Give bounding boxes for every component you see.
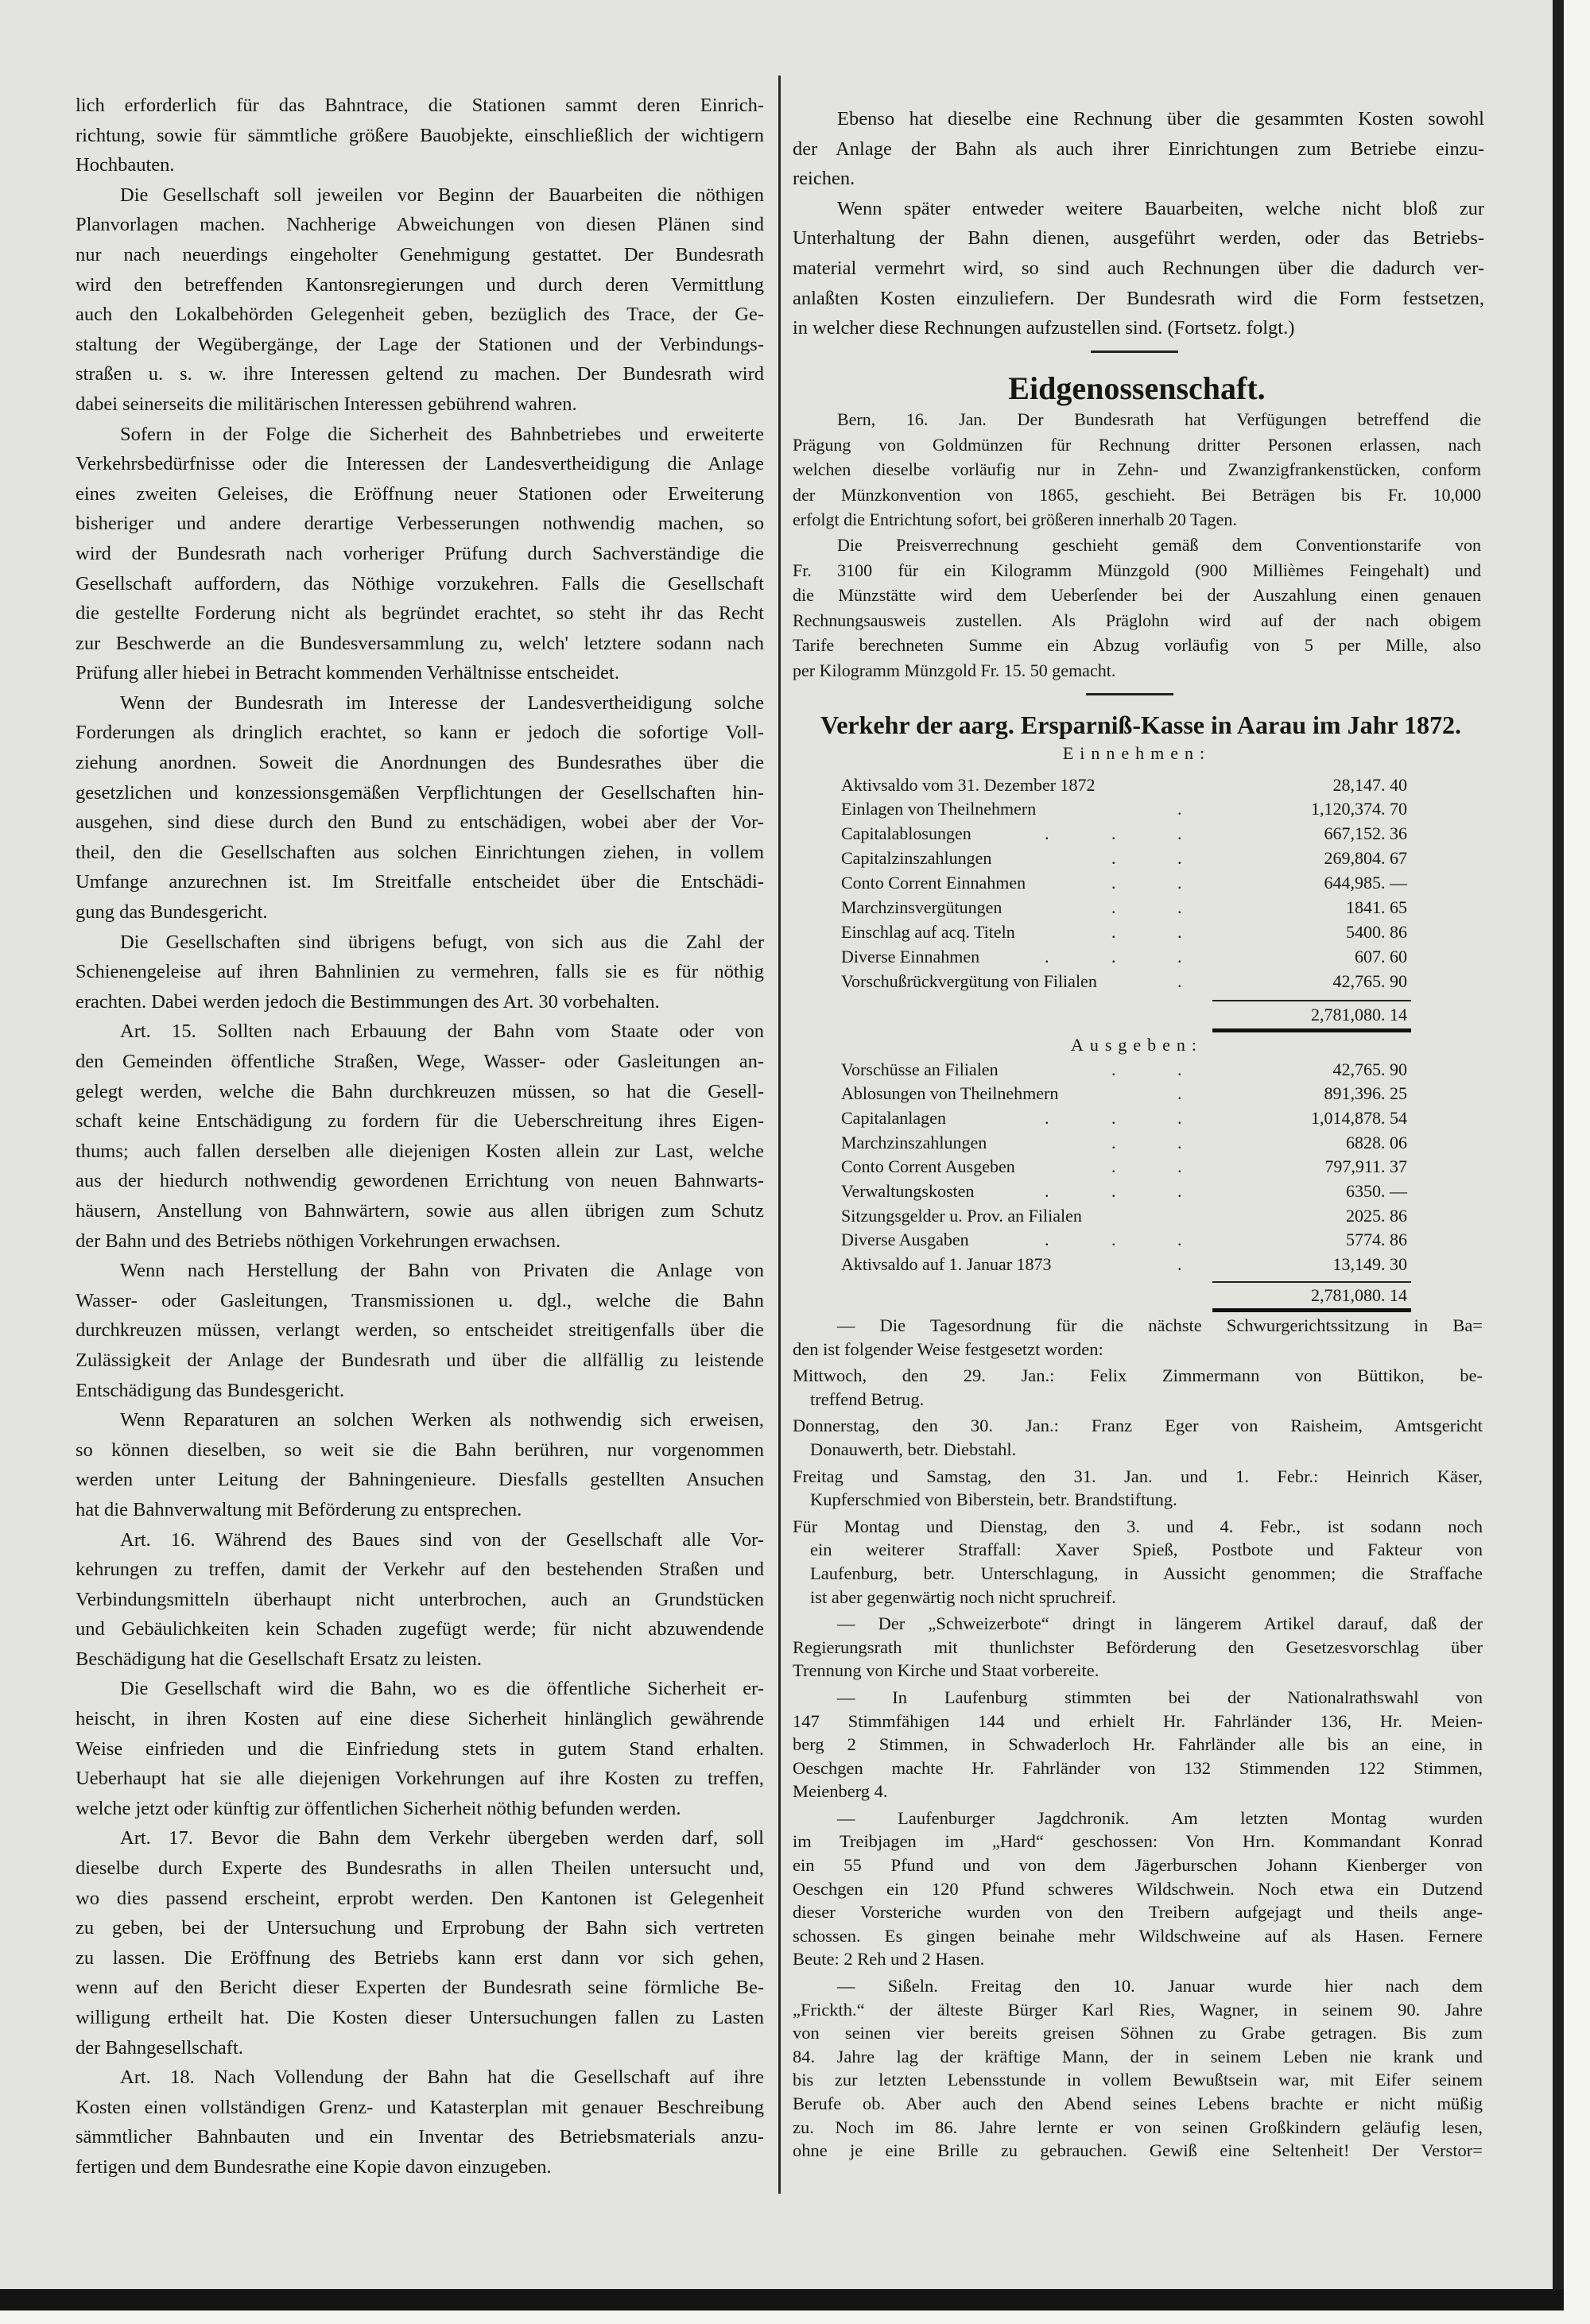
- row-amount: 5400. 86: [1346, 922, 1407, 942]
- column-divider: [778, 76, 781, 2194]
- text-line: lich erforderlich für das Bahntrace, die Stationen sammt deren Einrich-: [76, 95, 764, 116]
- text-line: die gestellte Forderung nicht als begründet erachtet, so steht ihr das Recht: [76, 602, 764, 625]
- leader-dot: .: [1111, 922, 1116, 942]
- row-amount: 42,765. 90: [1332, 971, 1407, 991]
- leader-dot: .: [1111, 947, 1116, 966]
- text-line: Art. 15. Sollten nach Erbauung der Bahn vom Staate oder von: [120, 1021, 764, 1043]
- text-line: Donnerstag, den 30. Jan.: Franz Eger von Raisheim, Amtsgericht: [793, 1416, 1483, 1436]
- row-label: Conto Corrent Einnahmen: [841, 873, 1026, 893]
- row-amount: 891,396. 25: [1324, 1083, 1407, 1103]
- paragraph: [793, 1364, 1483, 1411]
- text-line: Tarife berechneten Summe ein Abzug vorläufig von 5 per Mille, also: [793, 635, 1481, 656]
- text-line: heischt, in ihren Kosten auf eine diese Sicherheit hinlänglich gewährende: [76, 1708, 764, 1730]
- row-amount: 667,152. 36: [1324, 823, 1407, 843]
- text-line: Oeschgen machte Hr. Fahrländer von 132 Stimmenden 122 Stimmen,: [793, 1757, 1483, 1778]
- row-amount: 2025. 86: [1346, 1206, 1407, 1226]
- text-line: zu. Noch im 86. Jahre lernte er von seinen Großkindern geläufig lesen,: [793, 2117, 1483, 2137]
- text-line: Die Preisverrechnung geschieht gemäß dem Conventionstarife von: [837, 534, 1481, 555]
- table-row: [841, 1081, 1407, 1106]
- leader-dot: .: [1111, 1181, 1116, 1201]
- text-line: Unterhaltung der Bahn dienen, ausgeführt werden, oder das Betriebs-: [793, 227, 1484, 250]
- text-line: welchen dieselbe vorläufig nur in Zehn- und Zwanzigfrankenstücken, conform: [793, 459, 1481, 480]
- text-line: Prägung von Goldmünzen für Rechnung dritter Personen erlassen, nach: [793, 434, 1481, 455]
- table-row: [841, 1154, 1407, 1179]
- leader-dot: .: [1045, 823, 1049, 843]
- table-total: 2,781,080. 14: [1311, 1285, 1407, 1305]
- leader-dot: .: [1177, 947, 1182, 966]
- text-line: der Bahngesellschaft.: [76, 2036, 243, 2059]
- text-line: ziehung anordnen. Soweit die Anordnungen des Bundesrathes über die: [76, 752, 764, 774]
- text-line: Ebenso hat dieselbe eine Rechnung über die gesammten Kosten sowohl: [837, 108, 1484, 130]
- paragraph: [793, 1465, 1483, 1512]
- text-line: Bern, 16. Jan. Der Bundesrath hat Verfügungen betreffend die: [837, 409, 1481, 429]
- text-line: gelegt werden, welche die Bahn durchkreuzen müssen, so hat die Gesell-: [76, 1080, 764, 1102]
- text-line: Umfange anzurechnen ist. Im Streitfalle entscheidet über die Entschädi-: [76, 871, 764, 893]
- paragraph: [793, 1515, 1483, 1609]
- leader-dot: .: [1111, 897, 1116, 917]
- row-label: Capitalablosungen: [841, 823, 971, 843]
- leader-dot: .: [1045, 1181, 1049, 1201]
- text-line: sämmtlicher Bahnbauten und ein Inventar des Betriebsmaterials anzu-: [76, 2126, 764, 2148]
- text-line: von seinen vier bereits greisen Söhnen zu Grabe getragen. Bis zum: [793, 2023, 1483, 2043]
- leader-dot: .: [1111, 1059, 1116, 1079]
- leader-dot: .: [1177, 1254, 1182, 1274]
- text-line: Kupferschmied von Biberstein, betr. Brandstiftung.: [810, 1489, 1177, 1510]
- text-line: staltung der Wegübergänge, der Lage der Stationen und der Verbindungs-: [76, 333, 764, 355]
- text-line: Wenn der Bundesrath im Interesse der Landesvertheidigung solche: [120, 691, 764, 714]
- table-row: [841, 773, 1407, 797]
- text-line: Wasser- oder Gasleitungen, Transmissionen u. dgl., welche die Bahn: [76, 1289, 764, 1311]
- text-line: häusern, Anstellung von Bahnwärtern, sowie aus allen übrigen zum Schutz: [76, 1199, 764, 1222]
- text-line: der Anlage der Bahn als auch ihrer Einrichtungen zum Betriebe einzu-: [793, 138, 1484, 160]
- row-amount: 1,120,374. 70: [1311, 799, 1407, 819]
- text-line: welche jetzt oder künftig zur öffentlichen Sicherheit nöthig befunden werden.: [76, 1797, 681, 1819]
- paragraph: [76, 420, 764, 688]
- text-line: Ueberhaupt hat sie alle diejenigen Vorkehrungen auf ihre Kosten zu treffen,: [76, 1768, 764, 1790]
- text-line: berg 2 Stimmen, in Schwaderloch Hr. Fahrländer alle bis an eine, in: [793, 1734, 1483, 1755]
- paragraph: [76, 688, 764, 928]
- text-line: aus der hiedurch nothwendig gewordenen Errichtung von neuen Bahnwarts-: [76, 1170, 764, 1192]
- sum-rule: [1212, 1281, 1411, 1283]
- text-line: — Der „Schweizerbote“ dringt in längerem Artikel darauf, daß der: [837, 1613, 1483, 1634]
- text-line: Verkehrsbedürfnisse oder die Interessen der Landesvertheidigung die Anlage: [76, 453, 764, 475]
- text-line: schaft keine Entschädigung zu fordern für die Ueberschreitung ihres Eigen-: [76, 1110, 764, 1133]
- row-amount: 644,985. —: [1324, 873, 1407, 893]
- row-amount: 6350. —: [1346, 1181, 1407, 1201]
- text-line: ohne je eine Brille zu gebrauchen. Gewiß eine Seltenheit! Der Verstor=: [793, 2140, 1483, 2161]
- row-label: Vorschüsse an Filialen: [841, 1059, 999, 1079]
- leader-dot: .: [1045, 1230, 1049, 1249]
- text-line: ein 55 Pfund und von dem Jägerburschen Johann Kienberger von: [793, 1855, 1483, 1876]
- text-line: Freitag und Samstag, den 31. Jan. und 1. Febr.: Heinrich Käser,: [793, 1466, 1483, 1486]
- table-row: [841, 1227, 1407, 1252]
- text-line: ein weiterer Straffall: Xaver Spieß, Postbote und Fakteur von: [810, 1540, 1483, 1560]
- leader-dot: .: [1177, 1230, 1182, 1249]
- paragraph: [793, 1314, 1483, 1361]
- row-label: Diverse Ausgaben: [841, 1230, 969, 1249]
- table-row: [841, 1106, 1407, 1130]
- leader-dot: .: [1111, 823, 1116, 843]
- paragraph: [793, 194, 1484, 343]
- paragraph: [76, 1405, 764, 1524]
- table-row: [841, 1179, 1407, 1203]
- text-line: ist aber gegenwärtig noch nicht spruchreif.: [810, 1586, 1116, 1607]
- text-line: nur nach neuerdings eingeholter Genehmigung gestattet. Der Bundesrath: [76, 243, 764, 265]
- paragraph: [793, 1414, 1483, 1461]
- text-line: Gesellschaft auffordern, das Nöthige vorzukehren. Falls die Gesellschaft: [76, 572, 764, 595]
- paragraph: [76, 1674, 764, 1823]
- right-column-continuation: [793, 104, 1484, 343]
- text-line: Weise einfrieden und die Einfriedung stets in gutem Stand erhalten.: [76, 1737, 764, 1760]
- text-line: Wenn nach Herstellung der Bahn von Privaten die Anlage von: [120, 1260, 764, 1282]
- text-line: straßen u. s. w. ihre Interessen geltend zu machen. Der Bundesrath wird: [76, 363, 764, 385]
- row-label: Verwaltungskosten: [841, 1181, 975, 1201]
- table-row: [841, 895, 1407, 920]
- text-line: erfolgt die Entrichtung sofort, bei größeren innerhalb 20 Tagen.: [793, 509, 1237, 530]
- text-line: richtung, sowie für sämmtliche größere Bauobjekte, einschließlich der wichtigern: [76, 124, 764, 146]
- paragraph: [793, 533, 1481, 684]
- leader-dot: .: [1177, 897, 1182, 917]
- table-row: [841, 1057, 1407, 1082]
- row-amount: 42,765. 90: [1332, 1059, 1407, 1079]
- text-line: Meienberg 4.: [793, 1781, 888, 1802]
- text-line: Berufe ob. Aber auch den Abend seines Lebens brachte er nicht müßig: [793, 2094, 1483, 2113]
- row-amount: 1,014,878. 54: [1311, 1108, 1407, 1128]
- table-row: [841, 821, 1407, 846]
- text-line: Beute: 2 Reh und 2 Hasen.: [793, 1949, 985, 1970]
- leader-dot: .: [1177, 1108, 1182, 1128]
- paragraph: [76, 1017, 764, 1256]
- section-heading: Eidgenossenschaft.: [1008, 370, 1266, 406]
- row-amount: 1841. 65: [1346, 897, 1407, 917]
- row-label: Capitalzinszahlungen: [841, 848, 992, 868]
- table-row: [841, 1203, 1407, 1228]
- news-items: [793, 1314, 1483, 2166]
- row-label: Marchzinszahlungen: [841, 1133, 987, 1152]
- row-amount: 607. 60: [1355, 947, 1407, 966]
- text-line: den Gemeinden öffentliche Straßen, Wege, Wasser- oder Gasleitungen an-: [76, 1051, 764, 1072]
- row-label: Ablosungen von Theilnehmern: [841, 1083, 1059, 1103]
- text-line: Laufenburg, betr. Unterschlagung, in Aussicht genommen; die Straffache: [810, 1563, 1483, 1583]
- text-line: Für Montag und Dienstag, den 3. und 4. Febr., ist sodann noch: [793, 1516, 1483, 1536]
- paragraph: [76, 1823, 764, 2063]
- leader-dot: .: [1111, 1156, 1116, 1176]
- text-line: durchkreuzen müssen, verlangt werden, so entscheidet streitigenfalls über die: [76, 1319, 764, 1342]
- text-line: zu geben, bei der Untersuchung und Erprobung der Bahn sich vertreten: [76, 1917, 764, 1939]
- text-line: anlaßten Kosten einzuliefern. Der Bundesrath wird die Form festsetzen,: [793, 287, 1484, 309]
- paragraph: [76, 180, 764, 420]
- row-label: Diverse Einnahmen: [841, 947, 980, 966]
- paragraph: [76, 1256, 764, 1405]
- table-row: [841, 1130, 1407, 1155]
- text-line: 147 Stimmfähigen 144 und erhielt Hr. Fahrländer 136, Hr. Meien-: [793, 1710, 1483, 1731]
- leader-dot: .: [1111, 1108, 1116, 1128]
- text-line: Schienengeleise auf ihren Bahnlinien zu vermehren, falls sie es für nöthig: [76, 961, 764, 983]
- bern-article: [793, 407, 1481, 684]
- text-line: „Frickth.“ der älteste Bürger Karl Ries, Wagner, in seinem 90. Jahre: [793, 1999, 1483, 2020]
- row-label: Marchzinsvergütungen: [841, 897, 1002, 917]
- text-line: zur Beschwerde an die Bundesversammlung zu, welch' letztere sodann nach: [76, 632, 764, 654]
- text-line: bis zur letzten Lebensstunde in vollem Bewußtsein war, mit Eifer seinem: [793, 2070, 1483, 2090]
- paragraph: [793, 1807, 1483, 1971]
- text-line: Hochbauten.: [76, 154, 175, 176]
- leader-dot: .: [1177, 1083, 1182, 1103]
- leader-dot: .: [1111, 848, 1116, 868]
- text-line: werden unter Leitung der Bahningenieure. Diesfalls gestellten Ansuchen: [76, 1469, 764, 1491]
- leader-dot: .: [1111, 1133, 1116, 1152]
- row-amount: 6828. 06: [1346, 1133, 1407, 1152]
- text-line: dieser Vorsteriche wurden von den Treibern aufgejagt und theils ange-: [793, 1902, 1483, 1923]
- table-row: [841, 796, 1407, 821]
- row-label: Capitalanlagen: [841, 1108, 946, 1128]
- row-label: Aktivsaldo auf 1. Januar 1873: [841, 1254, 1052, 1274]
- leader-dot: .: [1177, 799, 1182, 819]
- text-line: Rechnungsausweis zustellen. Als Präglohn wird auf der nach obigem: [793, 610, 1481, 630]
- row-label: Conto Corrent Ausgeben: [841, 1156, 1015, 1176]
- table-row: [841, 846, 1407, 870]
- row-amount: 269,804. 67: [1324, 848, 1407, 868]
- text-line: der Bahn und des Betriebs nöthigen Vorkehrungen erwachsen.: [76, 1230, 561, 1252]
- leader-dot: .: [1045, 947, 1049, 966]
- leader-dot: .: [1177, 1059, 1182, 1079]
- leader-dot: .: [1111, 873, 1116, 893]
- section-rule: [1086, 693, 1173, 695]
- text-line: Art. 17. Bevor die Bahn dem Verkehr übergeben werden darf, soll: [120, 1827, 764, 1850]
- left-column: [76, 91, 764, 2183]
- paragraph: [793, 407, 1481, 533]
- row-amount: 797,911. 37: [1324, 1156, 1407, 1176]
- total-rule: [1212, 1308, 1411, 1312]
- text-line: 84. Jahre lag der kräftige Mann, der in seinem Leben nie krank und: [793, 2046, 1483, 2066]
- text-line: wo dies passend erscheint, erprobt werden. Den Kantonen ist Gelegenheit: [76, 1887, 764, 1909]
- text-line: Die Gesellschaft soll jeweilen vor Beginn der Bauarbeiten die nöthigen: [120, 184, 764, 206]
- text-line: — Sißeln. Freitag den 10. Januar wurde hier nach dem: [837, 1976, 1483, 1997]
- text-line: dabei seinerseits die militärischen Interessen gebührend wahren.: [76, 393, 577, 415]
- text-line: Wenn später entweder weitere Bauarbeiten, welche nicht bloß zur: [837, 197, 1484, 219]
- text-line: Regierungsrath mit thunlichster Beförderung den Gesetzesvorschlag über: [793, 1636, 1483, 1657]
- leader-dot: .: [1111, 1230, 1116, 1249]
- text-line: Die Gesellschaften sind übrigens befugt, von sich aus die Zahl der: [120, 931, 764, 953]
- sum-rule: [1212, 1000, 1411, 1001]
- text-line: zu lassen. Die Eröffnung des Betriebs kann erst dann vor sich gehen,: [76, 1946, 764, 1969]
- text-line: willigung ertheilt hat. Die Kosten dieser Untersuchungen fallen zu Lasten: [76, 2007, 764, 2028]
- text-line: im Treibjagen im „Hard“ geschossen: Von Hrn. Kommandant Konrad: [793, 1831, 1483, 1852]
- paragraph: [793, 104, 1484, 194]
- row-label: Vorschußrückvergütung von Filialen: [841, 971, 1097, 991]
- table-section-label: Ausgeben:: [1070, 1035, 1204, 1055]
- leader-dot: .: [1045, 1108, 1049, 1128]
- table-row: [841, 870, 1407, 895]
- account-title: Verkehr der aarg. Ersparniß-Kasse in Aarau im Jahr 1872.: [820, 711, 1461, 739]
- text-line: Art. 18. Nach Vollendung der Bahn hat die Gesellschaft auf ihre: [120, 2066, 764, 2089]
- text-line: eines zweiten Geleises, die Eröffnung neuer Stationen oder Erweiterung: [76, 482, 764, 505]
- text-line: fertigen und dem Bundesrathe eine Kopie davon einzugeben.: [76, 2156, 552, 2178]
- text-line: auch den Lokalbehörden Gelegenheit geben, bezüglich des Trace, der Ge-: [76, 304, 764, 326]
- text-line: Donauwerth, betr. Diebstahl.: [810, 1439, 1017, 1459]
- text-line: theil, den die Gesellschaften aus solchen Einrichtungen ziehen, in vollem: [76, 841, 764, 863]
- text-line: gesetzlichen und konzessionsgemäßen Verpflichtungen der Gesellschaften hin-: [76, 781, 764, 804]
- text-line: Fr. 3100 für ein Kilogramm Münzgold (900 Millièmes Feingehalt) und: [793, 560, 1481, 580]
- text-line: wird den betreffenden Kantonsregierungen und durch deren Vermittlung: [76, 273, 764, 296]
- text-line: Art. 16. Während des Baues sind von der Gesellschaft alle Vor-: [120, 1528, 764, 1551]
- text-line: so können dieselben, so weit sie die Bahn berühren, nur vorgenommen: [76, 1439, 764, 1461]
- paragraph: [76, 91, 764, 180]
- text-line: wenn auf den Bericht dieser Experten der Bundesrath seine förmliche Be-: [76, 1977, 764, 1999]
- text-line: Planvorlagen machen. Nachherige Abweichungen von diesen Plänen sind: [76, 214, 764, 236]
- text-line: der Münzkonvention von 1865, geschieht. Bei Beträgen bis Fr. 10,000: [793, 484, 1481, 505]
- scan-edge-bottom: [0, 2289, 1564, 2310]
- text-line: in welcher diese Rechnungen aufzustellen sind. (Fortsetz. folgt.): [793, 317, 1295, 339]
- text-line: reichen.: [793, 168, 855, 190]
- text-line: und Gebäulichkeiten kein Schaden zugefügt werde; für nicht abzuwendende: [76, 1618, 764, 1640]
- total-rule: [1212, 1028, 1411, 1032]
- row-amount: 5774. 86: [1346, 1230, 1407, 1249]
- text-line: wird der Bundesrath nach vorheriger Prüfung durch Sachverständige die: [76, 542, 764, 564]
- text-line: bisheriger und andere derartige Verbesserungen nothwendig machen, so: [76, 513, 764, 535]
- text-line: Entschädigung das Bundesgericht.: [76, 1379, 345, 1401]
- table-row: [841, 944, 1407, 969]
- text-line: per Kilogramm Münzgold Fr. 15. 50 gemacht.: [793, 660, 1116, 680]
- text-line: material vermehrt wird, so sind auch Rechnungen über die dadurch ver-: [793, 257, 1484, 279]
- table-row: [841, 920, 1407, 944]
- text-line: — Die Tagesordnung für die nächste Schwurgerichtssitzung in Ba=: [837, 1315, 1483, 1335]
- text-line: kehrungen zu treffen, damit der Verkehr auf den bestehenden Straßen und: [76, 1559, 764, 1581]
- text-line: treffend Betrug.: [810, 1389, 925, 1409]
- text-line: — In Laufenburg stimmten bei der Nationalrathswahl von: [837, 1687, 1483, 1707]
- text-line: Prüfung aller hiebei in Betracht kommenden Verhältnisse entscheidet.: [76, 662, 619, 684]
- leader-dot: .: [1177, 823, 1182, 843]
- paragraph: [76, 1525, 764, 1675]
- section-rule: [1091, 351, 1178, 353]
- leader-dot: .: [1177, 1156, 1182, 1176]
- text-line: Trennung von Kirche und Staat vorbereite.: [793, 1660, 1099, 1681]
- table-section-label: Einnehmen:: [1062, 743, 1212, 763]
- text-line: Zulässigkeit der Anlage der Bundesrath und über die allfällig zu leistende: [76, 1349, 764, 1371]
- text-line: Forderungen als dringlich erachtet, so kann er jedoch die sofortige Voll-: [76, 722, 764, 744]
- paragraph: [793, 1974, 1483, 2163]
- text-line: Oeschgen ein 120 Pfund schweres Wildschwein. Noch etwa ein Dutzend: [793, 1878, 1483, 1899]
- table-row: [841, 969, 1407, 994]
- text-line: die Münzstätte wird dem Ueberſender bei der Auszahlung einen genauen: [793, 585, 1481, 606]
- row-amount: 28,147. 40: [1332, 775, 1407, 795]
- paragraph: [793, 1686, 1483, 1803]
- text-line: Sofern in der Folge die Sicherheit des Bahnbetriebes und erweiterte: [120, 423, 764, 445]
- row-label: Sitzungsgelder u. Prov. an Filialen: [841, 1206, 1082, 1226]
- leader-dot: .: [1177, 873, 1182, 893]
- text-line: Beschädigung hat die Gesellschaft Ersatz zu leisten.: [76, 1648, 482, 1670]
- paragraph: [793, 1612, 1483, 1683]
- leader-dot: .: [1177, 922, 1182, 942]
- text-line: gung das Bundesgericht.: [76, 901, 268, 924]
- text-line: Mittwoch, den 29. Jan.: Felix Zimmermann von Büttikon, be-: [793, 1365, 1483, 1386]
- table-total: 2,781,080. 14: [1311, 1005, 1407, 1024]
- row-label: Aktivsaldo vom 31. Dezember 1872: [841, 775, 1096, 795]
- row-label: Einlagen von Theilnehmern: [841, 799, 1037, 819]
- text-line: dieselbe durch Experte des Bundesraths in allen Theilen untersucht und,: [76, 1857, 764, 1880]
- row-amount: 13,149. 30: [1332, 1254, 1407, 1274]
- leader-dot: .: [1177, 971, 1182, 991]
- leader-dot: .: [1177, 848, 1182, 868]
- text-line: Die Gesellschaft wird die Bahn, wo es die öffentliche Sicherheit er-: [120, 1678, 764, 1700]
- text-line: schossen. Es gingen beinahe mehr Wildschweine auf als Hasen. Fernere: [793, 1925, 1483, 1946]
- table-row: [841, 1252, 1407, 1276]
- text-line: erachten. Dabei werden jedoch die Bestimmungen des Art. 30 vorbehalten.: [76, 990, 660, 1013]
- text-line: ausgehen, sind diese durch den Bund zu entschädigen, wobei aber der Vor-: [76, 811, 764, 834]
- leader-dot: .: [1177, 1133, 1182, 1152]
- paragraph: [76, 2063, 764, 2182]
- text-line: — Laufenburger Jagdchronik. Am letzten Montag wurden: [837, 1807, 1483, 1828]
- scan-edge-right: [1553, 0, 1564, 2305]
- text-line: Kosten einen vollständigen Grenz- und Katasterplan mit genauer Beschreibung: [76, 2096, 764, 2118]
- text-line: hat die Bahnverwaltung mit Beförderung zu entsprechen.: [76, 1498, 522, 1520]
- text-line: Wenn Reparaturen an solchen Werken als nothwendig sich erweisen,: [120, 1409, 764, 1431]
- text-line: thums; auch fallen derselben alle diejenigen Kosten allein zur Last, welche: [76, 1140, 764, 1162]
- text-line: Verbindungsmitteln überhaupt nicht unterbrochen, auch an Grundstücken: [76, 1588, 764, 1610]
- row-label: Einschlag auf acq. Titeln: [841, 922, 1015, 942]
- leader-dot: .: [1177, 1181, 1182, 1201]
- paragraph: [76, 928, 764, 1017]
- text-line: den ist folgender Weise festgesetzt worden:: [793, 1338, 1103, 1359]
